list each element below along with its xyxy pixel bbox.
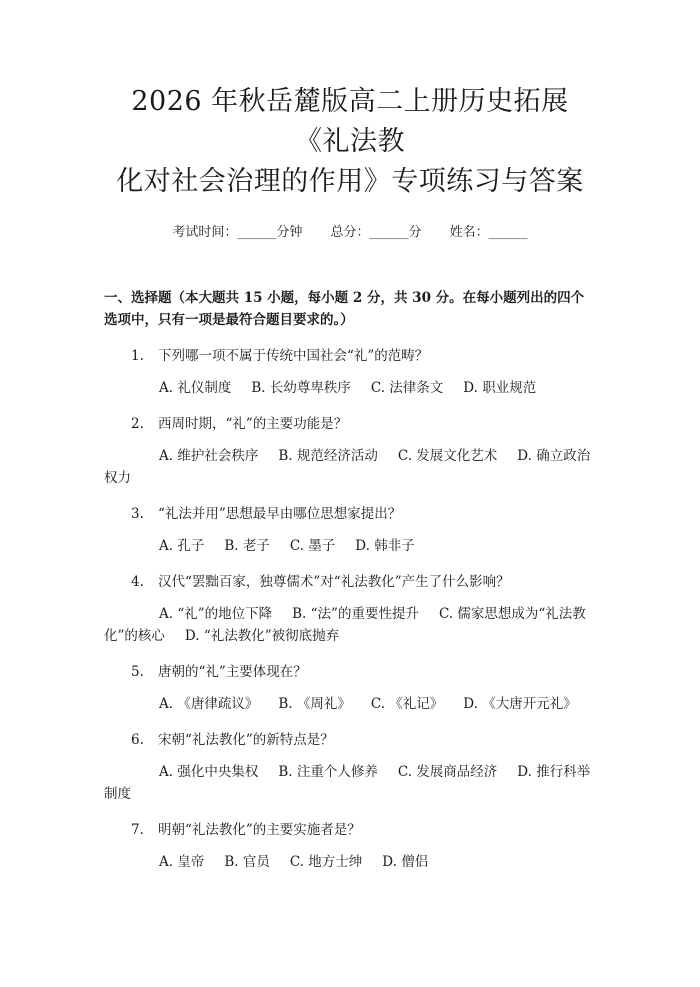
question-stem: 汉代“罢黜百家，独尊儒术”对“礼法教化”产生了什么影响？	[158, 574, 510, 590]
title-line-1: 2026 年秋岳麓版高二上册历史拓展《礼法教	[131, 86, 569, 157]
option-d: D. 《大唐开元礼》	[463, 696, 577, 712]
question-stem: 明朝“礼法教化”的主要实施者是？	[158, 822, 361, 838]
option-a: A. 强化中央集权	[159, 764, 259, 780]
option-c: C. 《礼记》	[370, 696, 444, 712]
section-heading: 一、选择题（本大题共 15 小题，每小题 2 分，共 30 分。在每小题列出的四个选项中，只有一项是最符合题目要求的。）	[104, 290, 585, 328]
option-c: C. 墨子	[289, 538, 336, 554]
option-c: C. 地方士绅	[289, 854, 363, 870]
question-number: 1.	[131, 348, 144, 364]
option-a: A. 维护社会秩序	[159, 448, 259, 464]
option-d: D. 推行科举制度	[104, 764, 591, 802]
question-item	[104, 729, 596, 805]
option-b: B. 注重个人修养	[278, 764, 378, 780]
question-item	[104, 661, 596, 715]
option-d: D. 韩非子	[355, 538, 415, 554]
option-b: B. 《周礼》	[278, 696, 351, 712]
document-page	[0, 82, 700, 987]
student-name: 姓名：______	[449, 225, 528, 240]
option-b: B. 官员	[224, 854, 270, 870]
option-b: B. “法”的重要性提升	[292, 606, 419, 622]
exam-score: 总分：______分	[330, 225, 422, 240]
option-c: C. 发展商品经济	[397, 764, 498, 780]
document-title	[104, 82, 596, 202]
option-a: A. “礼”的地位下降	[159, 606, 273, 622]
question-number: 6.	[131, 732, 144, 748]
question-item	[104, 819, 596, 873]
option-d: D. 确立政治权力	[104, 448, 591, 486]
option-b: B. 老子	[224, 538, 270, 554]
question-number: 7.	[131, 822, 144, 838]
option-a: A. 孔子	[159, 538, 205, 554]
question-item	[104, 413, 596, 489]
title-line-2: 化对社会治理的作用》专项练习与答案	[116, 166, 584, 197]
option-c: C. 发展文化艺术	[397, 448, 498, 464]
question-number: 3.	[131, 506, 144, 522]
question-stem: “礼法并用”思想最早由哪位思想家提出？	[158, 506, 402, 522]
question-stem: 下列哪一项不属于传统中国社会“礼”的范畴？	[158, 348, 429, 364]
question-stem: 唐朝的“礼”主要体现在？	[158, 664, 307, 680]
question-list	[104, 345, 596, 873]
option-d: D. 僧侣	[382, 854, 429, 870]
question-item	[104, 345, 596, 399]
option-b: B. 长幼尊卑秩序	[251, 380, 351, 396]
question-number: 5.	[131, 664, 144, 680]
option-d: D. “礼法教化”被彻底抛弃	[184, 628, 340, 644]
question-number: 2.	[131, 416, 144, 432]
option-b: B. 规范经济活动	[278, 448, 378, 464]
option-c: C. 法律条文	[370, 380, 444, 396]
exam-time: 考试时间：______分钟	[172, 225, 303, 240]
question-item	[104, 503, 596, 557]
option-c: C. 儒家思想成为“礼法教化”的核心	[104, 606, 586, 644]
option-a: A. 礼仪制度	[159, 380, 232, 396]
option-a: A. 《唐律疏议》	[159, 696, 259, 712]
question-item	[104, 571, 596, 647]
option-a: A. 皇帝	[159, 854, 205, 870]
exam-info	[104, 224, 596, 242]
question-number: 4.	[131, 574, 144, 590]
question-stem: 宋朝“礼法教化”的新特点是？	[158, 732, 334, 748]
question-stem: 西周时期，“礼”的主要功能是？	[158, 416, 348, 432]
option-d: D. 职业规范	[463, 380, 537, 396]
